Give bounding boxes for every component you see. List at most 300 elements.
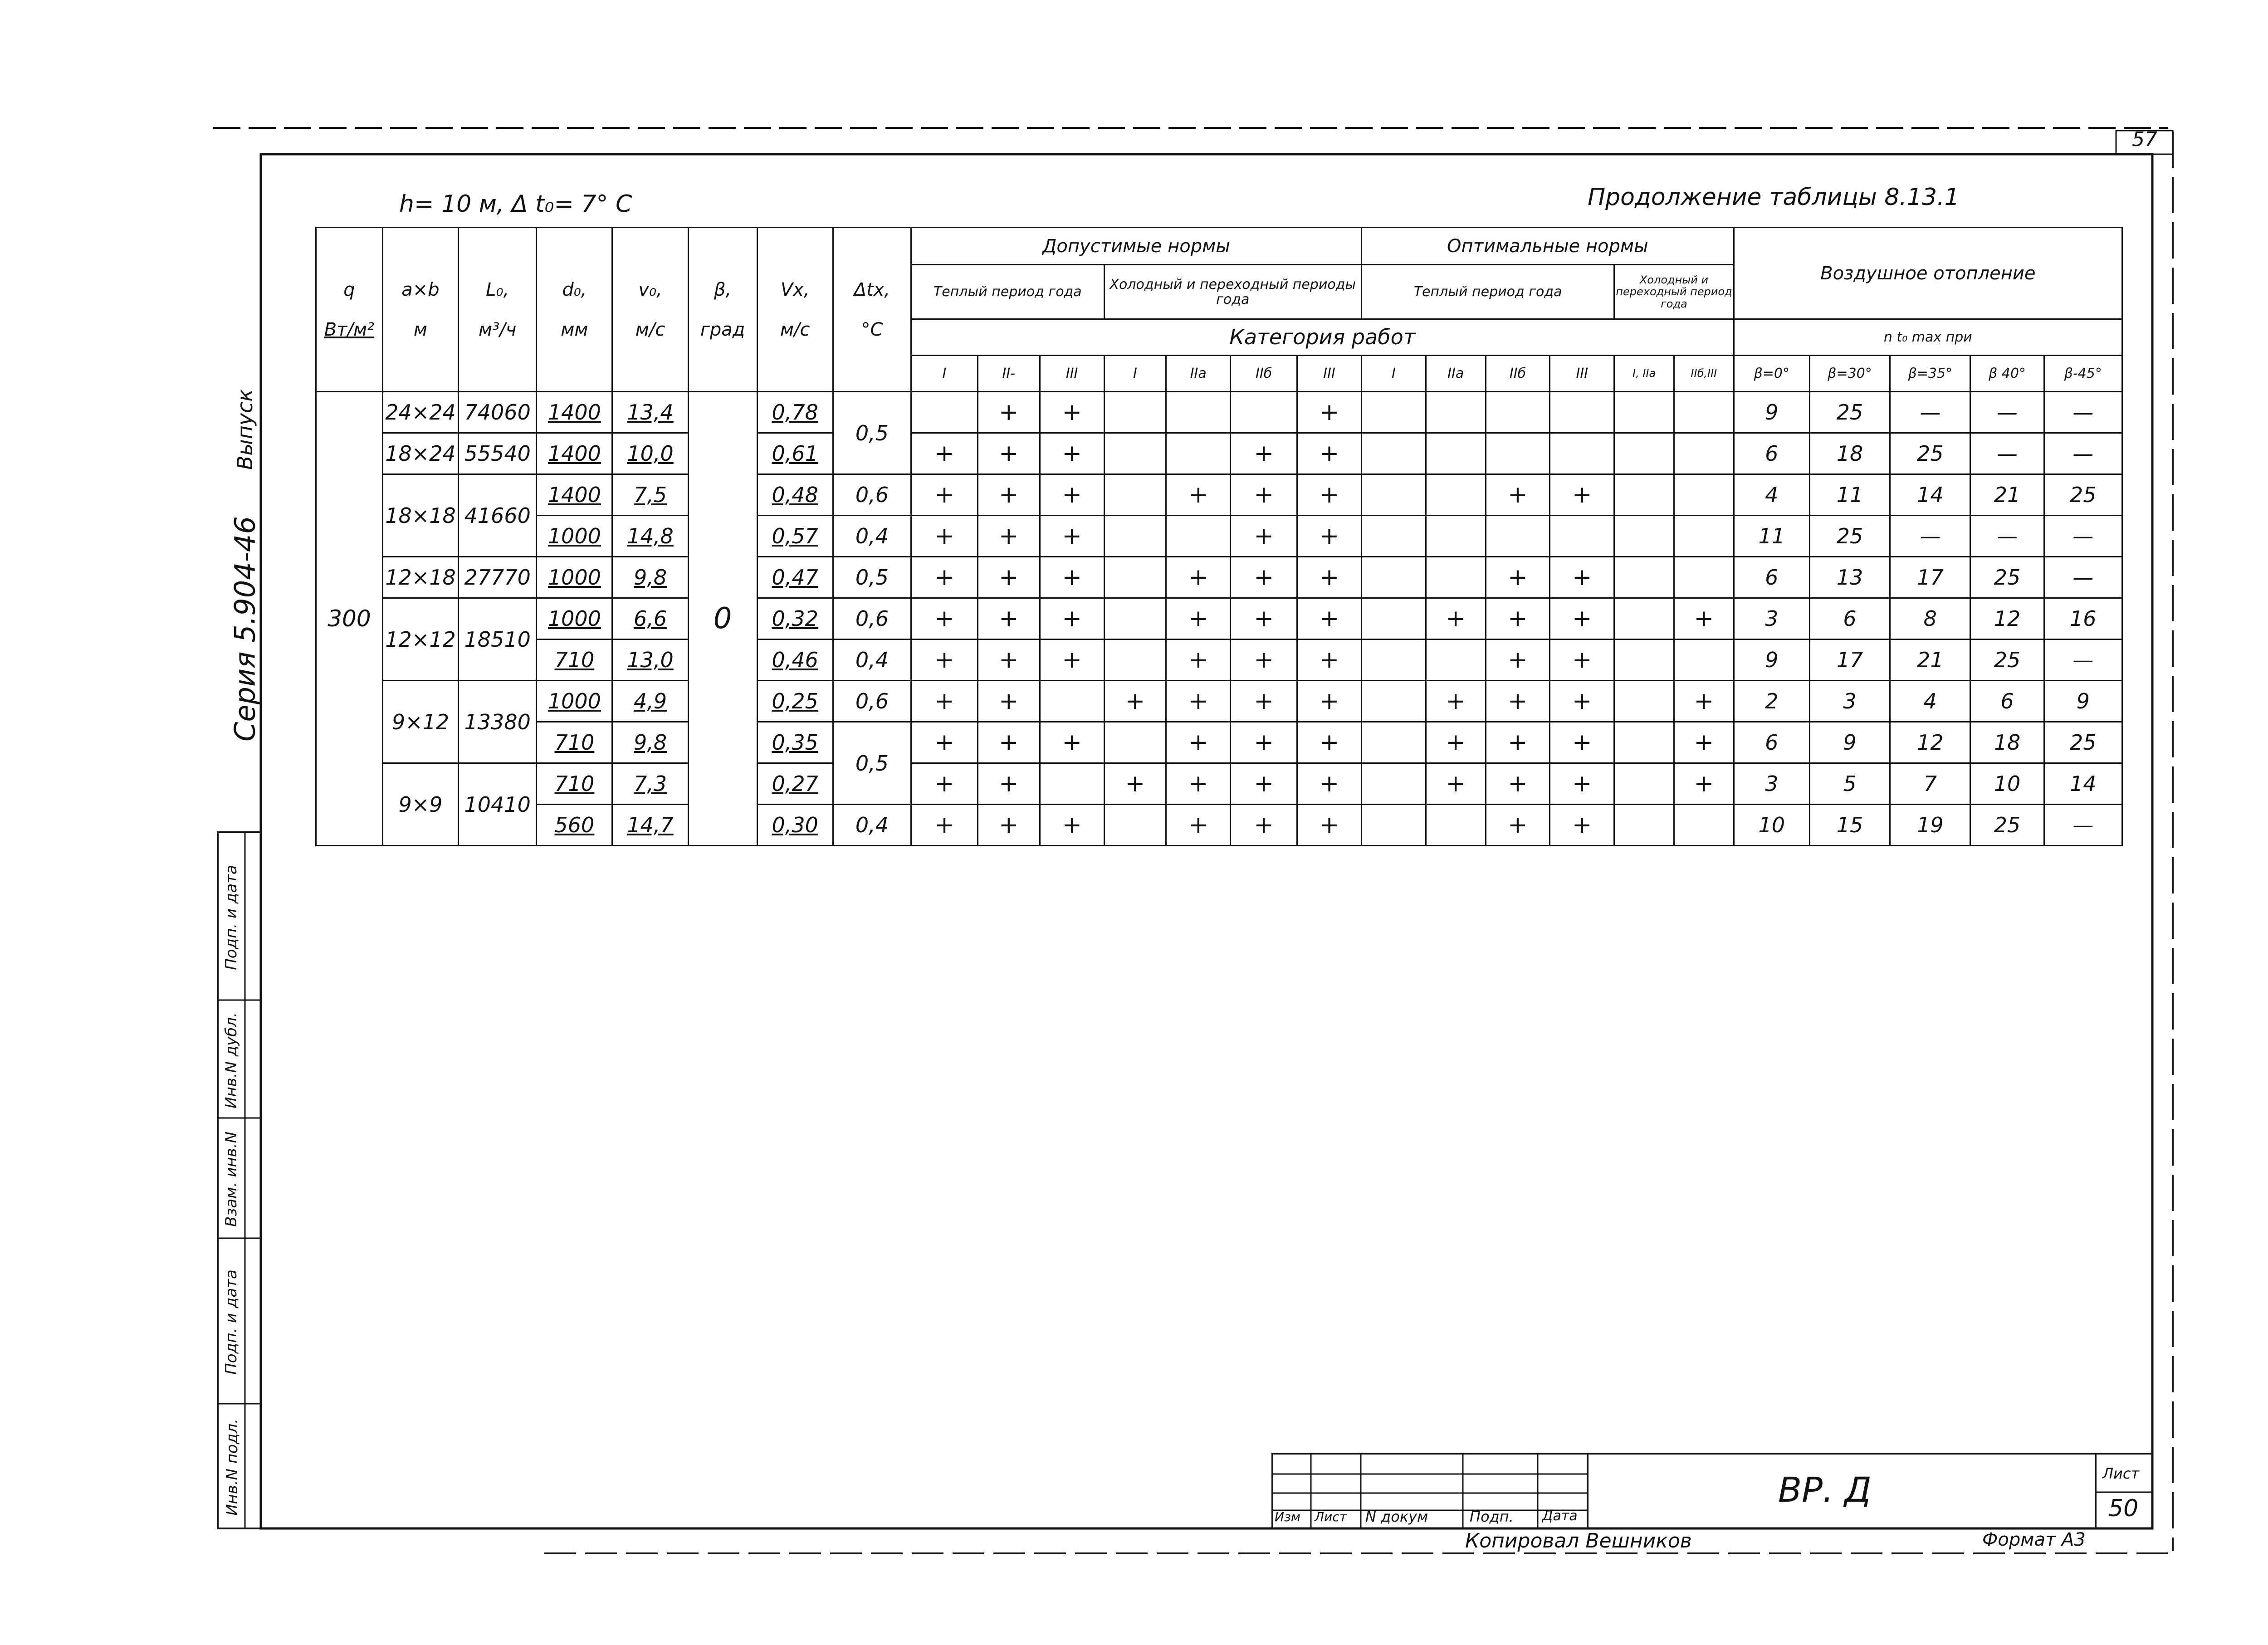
allowed-warm: Теплый период года xyxy=(911,265,1105,319)
category-mark: + xyxy=(1550,763,1614,805)
axb-cell: 12×18 xyxy=(382,557,458,598)
category-mark xyxy=(1426,557,1486,598)
category-mark xyxy=(1104,474,1166,516)
category-mark xyxy=(1104,557,1166,598)
category-mark: + xyxy=(911,474,978,516)
category-mark xyxy=(1426,516,1486,557)
cat-13: IIб,III xyxy=(1674,356,1734,392)
sheet-mark: 57 xyxy=(2132,128,2157,151)
vx-cell: 0,61 xyxy=(757,433,833,474)
category-mark: + xyxy=(1486,598,1550,639)
category-mark xyxy=(1166,433,1231,474)
air-value: — xyxy=(2044,392,2122,433)
category-mark: + xyxy=(1426,598,1486,639)
vx-cell: 0,48 xyxy=(757,474,833,516)
category-mark xyxy=(1614,598,1674,639)
category-mark: + xyxy=(911,433,978,474)
category-mark: + xyxy=(1231,557,1297,598)
category-mark: + xyxy=(1674,598,1734,639)
axb-cell: 9×9 xyxy=(382,763,458,846)
category-mark: + xyxy=(1231,433,1297,474)
category-mark: + xyxy=(1166,557,1231,598)
air-value: 19 xyxy=(1890,805,1970,846)
air-value: 11 xyxy=(1809,474,1890,516)
axb-cell: 18×24 xyxy=(382,433,458,474)
category-mark: + xyxy=(1166,722,1231,763)
d0-cell: 1400 xyxy=(537,433,612,474)
air-value: 2 xyxy=(1734,681,1809,722)
air-value: — xyxy=(2044,516,2122,557)
category-mark: + xyxy=(1297,557,1362,598)
sheet-label: Лист xyxy=(2102,1465,2140,1482)
v0-cell: 6,6 xyxy=(612,598,688,639)
air-value: 25 xyxy=(2044,474,2122,516)
air-value: 5 xyxy=(1809,763,1890,805)
group-air: Воздушное отопление xyxy=(1734,228,2122,319)
vx-cell: 0,25 xyxy=(757,681,833,722)
category-mark: + xyxy=(911,763,978,805)
category-mark: + xyxy=(911,805,978,846)
category-mark: + xyxy=(1231,598,1297,639)
work-category: Категория работ xyxy=(911,319,1734,356)
col-dtx: Δtx, °С xyxy=(833,228,911,392)
tb-list: Лист xyxy=(1315,1509,1347,1524)
air-value: 7 xyxy=(1890,763,1970,805)
cat-12: I, IIa xyxy=(1614,356,1674,392)
axb-cell: 9×12 xyxy=(382,681,458,763)
category-mark: + xyxy=(1231,722,1297,763)
beta-30: β=30° xyxy=(1809,356,1890,392)
category-mark: + xyxy=(978,474,1040,516)
category-mark: + xyxy=(1426,763,1486,805)
v0-cell: 7,5 xyxy=(612,474,688,516)
category-mark xyxy=(1426,433,1486,474)
table-row xyxy=(316,392,2122,433)
category-mark xyxy=(1486,516,1550,557)
cat-4: I xyxy=(1104,356,1166,392)
group-allowed: Допустимые нормы xyxy=(911,228,1362,265)
category-mark: + xyxy=(1486,639,1550,681)
vx-cell: 0,27 xyxy=(757,763,833,805)
col-d0: d₀, мм xyxy=(537,228,612,392)
category-mark xyxy=(1614,557,1674,598)
category-mark: + xyxy=(1550,722,1614,763)
beta-0: β=0° xyxy=(1734,356,1809,392)
category-mark xyxy=(1614,516,1674,557)
air-value: — xyxy=(1890,392,1970,433)
category-mark: + xyxy=(1486,763,1550,805)
category-mark: + xyxy=(1166,474,1231,516)
q-value: 300 xyxy=(316,392,383,846)
category-mark: + xyxy=(1040,392,1104,433)
category-mark: + xyxy=(1426,722,1486,763)
d0-cell: 560 xyxy=(537,805,612,846)
category-mark: + xyxy=(1166,598,1231,639)
category-mark: + xyxy=(1040,805,1104,846)
category-mark: + xyxy=(1040,557,1104,598)
col-v0: v₀, м/с xyxy=(612,228,688,392)
category-mark: + xyxy=(1486,722,1550,763)
cat-9: IIa xyxy=(1426,356,1486,392)
air-value: 6 xyxy=(1809,598,1890,639)
d0-cell: 1000 xyxy=(537,516,612,557)
category-mark: + xyxy=(978,598,1040,639)
format: Формат А3 xyxy=(1982,1529,2086,1550)
table-row xyxy=(316,763,2122,805)
category-mark: + xyxy=(1231,639,1297,681)
vx-cell: 0,30 xyxy=(757,805,833,846)
d0-cell: 1000 xyxy=(537,557,612,598)
category-mark: + xyxy=(978,516,1040,557)
category-mark: + xyxy=(1297,681,1362,722)
beta-35: β=35° xyxy=(1890,356,1970,392)
air-value: 4 xyxy=(1890,681,1970,722)
L0-cell: 18510 xyxy=(459,598,537,681)
axb-cell: 18×18 xyxy=(382,474,458,557)
air-value: — xyxy=(2044,433,2122,474)
category-mark: + xyxy=(1674,763,1734,805)
cat-10: IIб xyxy=(1486,356,1550,392)
category-mark xyxy=(1550,433,1614,474)
category-mark xyxy=(1231,392,1297,433)
category-mark: + xyxy=(978,433,1040,474)
category-mark: + xyxy=(911,557,978,598)
air-value: — xyxy=(2044,639,2122,681)
table-row xyxy=(316,474,2122,516)
beta-45: β-45° xyxy=(2044,356,2122,392)
strip-inv-dup: Инв.N дубл. xyxy=(222,1012,240,1108)
table-row xyxy=(316,516,2122,557)
category-mark xyxy=(1614,639,1674,681)
beta-value: 0 xyxy=(688,392,757,846)
sheet-number: 50 xyxy=(2108,1495,2139,1522)
allowed-cold: Холодный и переходный периоды года xyxy=(1104,265,1361,319)
group-optimal: Оптимальные нормы xyxy=(1362,228,1734,265)
category-mark xyxy=(1486,392,1550,433)
category-mark xyxy=(1426,639,1486,681)
category-mark: + xyxy=(1297,392,1362,433)
category-mark xyxy=(1614,392,1674,433)
category-mark: + xyxy=(1486,557,1550,598)
air-value: 25 xyxy=(2044,722,2122,763)
air-value: 10 xyxy=(1970,763,2044,805)
category-mark xyxy=(1104,722,1166,763)
category-mark: + xyxy=(1166,763,1231,805)
category-mark: + xyxy=(978,763,1040,805)
category-mark: + xyxy=(1231,516,1297,557)
category-mark xyxy=(1104,805,1166,846)
category-mark: + xyxy=(1486,474,1550,516)
dtx-cell: 0,5 xyxy=(833,392,911,474)
category-mark xyxy=(1362,681,1426,722)
air-value: 15 xyxy=(1809,805,1890,846)
vx-cell: 0,35 xyxy=(757,722,833,763)
category-mark xyxy=(1674,433,1734,474)
d0-cell: 1000 xyxy=(537,681,612,722)
tb-izm: Изм xyxy=(1275,1509,1300,1524)
category-mark: + xyxy=(1040,474,1104,516)
col-L0: L₀, м³/ч xyxy=(459,228,537,392)
vx-cell: 0,57 xyxy=(757,516,833,557)
cat-11: III xyxy=(1550,356,1614,392)
L0-cell: 27770 xyxy=(459,557,537,598)
air-value: 12 xyxy=(1890,722,1970,763)
category-mark xyxy=(1362,392,1426,433)
air-value: 10 xyxy=(1734,805,1809,846)
category-mark xyxy=(1040,681,1104,722)
category-mark: + xyxy=(911,681,978,722)
tb-date: Дата xyxy=(1542,1508,1578,1524)
air-value: — xyxy=(1970,433,2044,474)
air-value: 6 xyxy=(1734,433,1809,474)
air-value: 25 xyxy=(1970,639,2044,681)
table-row xyxy=(316,805,2122,846)
air-value: — xyxy=(1970,516,2044,557)
air-value: 12 xyxy=(1970,598,2044,639)
category-mark: + xyxy=(978,722,1040,763)
air-value: 9 xyxy=(2044,681,2122,722)
tb-doc: N докум xyxy=(1365,1508,1428,1525)
category-mark: + xyxy=(978,805,1040,846)
category-mark: + xyxy=(1550,557,1614,598)
air-value: — xyxy=(1970,392,2044,433)
category-mark: + xyxy=(1231,681,1297,722)
v0-cell: 9,8 xyxy=(612,557,688,598)
category-mark xyxy=(1362,639,1426,681)
category-mark: + xyxy=(978,681,1040,722)
air-value: 14 xyxy=(1890,474,1970,516)
table-row xyxy=(316,681,2122,722)
air-value: 17 xyxy=(1890,557,1970,598)
cat-2: II- xyxy=(978,356,1040,392)
air-value: 9 xyxy=(1809,722,1890,763)
category-mark: + xyxy=(1674,722,1734,763)
category-mark xyxy=(1104,392,1166,433)
category-mark: + xyxy=(1297,639,1362,681)
category-mark: + xyxy=(1297,805,1362,846)
v0-cell: 14,7 xyxy=(612,805,688,846)
category-mark: + xyxy=(1550,639,1614,681)
category-mark: + xyxy=(1297,433,1362,474)
dtx-cell: 0,4 xyxy=(833,805,911,846)
col-vx: Vx, м/с xyxy=(757,228,833,392)
table-body xyxy=(316,392,2122,846)
vx-cell: 0,78 xyxy=(757,392,833,433)
air-value: 17 xyxy=(1809,639,1890,681)
category-mark xyxy=(1362,598,1426,639)
category-mark: + xyxy=(911,516,978,557)
tb-sign: Подп. xyxy=(1470,1508,1514,1525)
category-mark: + xyxy=(1297,763,1362,805)
strip-inv-orig: Инв.N подл. xyxy=(223,1419,241,1516)
air-value: 21 xyxy=(1890,639,1970,681)
category-mark xyxy=(1550,392,1614,433)
category-mark xyxy=(1674,516,1734,557)
axb-cell: 12×12 xyxy=(382,598,458,681)
category-mark xyxy=(1550,516,1614,557)
col-q: q Вт/м² xyxy=(316,228,383,392)
vx-cell: 0,32 xyxy=(757,598,833,639)
category-mark xyxy=(1674,474,1734,516)
air-value: — xyxy=(2044,557,2122,598)
category-mark: + xyxy=(1231,474,1297,516)
air-value: 9 xyxy=(1734,639,1809,681)
cat-1: I xyxy=(911,356,978,392)
category-mark xyxy=(1104,598,1166,639)
air-value: 13 xyxy=(1809,557,1890,598)
air-value: 14 xyxy=(2044,763,2122,805)
category-mark xyxy=(1166,392,1231,433)
v0-cell: 14,8 xyxy=(612,516,688,557)
air-value: 25 xyxy=(1809,516,1890,557)
air-value: 25 xyxy=(1970,557,2044,598)
air-sub: n t₀ max при xyxy=(1734,319,2122,356)
table-row xyxy=(316,557,2122,598)
category-mark: + xyxy=(1486,805,1550,846)
v0-cell: 7,3 xyxy=(612,763,688,805)
L0-cell: 41660 xyxy=(459,474,537,557)
axb-cell: 24×24 xyxy=(382,392,458,433)
category-mark: + xyxy=(1040,516,1104,557)
air-value: 18 xyxy=(1970,722,2044,763)
category-mark: + xyxy=(1486,681,1550,722)
category-mark: + xyxy=(1231,805,1297,846)
category-mark xyxy=(1614,805,1674,846)
category-mark xyxy=(1362,722,1426,763)
category-mark xyxy=(1362,516,1426,557)
category-mark xyxy=(1104,639,1166,681)
dtx-cell: 0,5 xyxy=(833,557,911,598)
v0-cell: 13,4 xyxy=(612,392,688,433)
cat-8: I xyxy=(1362,356,1426,392)
category-mark: + xyxy=(1166,681,1231,722)
vx-cell: 0,46 xyxy=(757,639,833,681)
category-mark: + xyxy=(1550,681,1614,722)
series-label: Серия 5.904-46 xyxy=(228,516,262,742)
category-mark xyxy=(1104,433,1166,474)
category-mark xyxy=(1614,681,1674,722)
series-issue: Выпуск xyxy=(233,389,257,470)
air-value: — xyxy=(2044,805,2122,846)
dtx-cell: 0,6 xyxy=(833,598,911,639)
beta-40: β 40° xyxy=(1970,356,2044,392)
category-mark: + xyxy=(978,392,1040,433)
air-value: 9 xyxy=(1734,392,1809,433)
category-mark xyxy=(1426,805,1486,846)
category-mark: + xyxy=(911,639,978,681)
category-mark xyxy=(1362,805,1426,846)
table-row xyxy=(316,598,2122,639)
category-mark: + xyxy=(911,722,978,763)
air-value: 11 xyxy=(1734,516,1809,557)
d0-cell: 1000 xyxy=(537,598,612,639)
category-mark: + xyxy=(1040,722,1104,763)
L0-cell: 10410 xyxy=(459,763,537,846)
col-axb: a×b м xyxy=(382,228,458,392)
data-table xyxy=(315,227,2123,846)
category-mark: + xyxy=(911,598,978,639)
air-value: — xyxy=(1890,516,1970,557)
copied-by: Копировал Вешников xyxy=(1465,1529,1692,1552)
category-mark xyxy=(1426,392,1486,433)
v0-cell: 10,0 xyxy=(612,433,688,474)
L0-cell: 55540 xyxy=(459,433,537,474)
category-mark: + xyxy=(1166,639,1231,681)
category-mark: + xyxy=(978,639,1040,681)
category-mark: + xyxy=(1040,433,1104,474)
dtx-cell: 0,6 xyxy=(833,681,911,722)
strip-replace-inv: Взам. инв.N xyxy=(222,1131,240,1227)
dtx-cell: 0,5 xyxy=(833,722,911,805)
category-mark: + xyxy=(1550,805,1614,846)
category-mark xyxy=(1426,474,1486,516)
L0-cell: 13380 xyxy=(459,681,537,763)
table-row xyxy=(316,722,2122,763)
air-value: 25 xyxy=(1970,805,2044,846)
category-mark: + xyxy=(1166,805,1231,846)
category-mark xyxy=(1674,805,1734,846)
category-mark xyxy=(1614,433,1674,474)
dtx-cell: 0,6 xyxy=(833,474,911,516)
category-mark xyxy=(1614,763,1674,805)
category-mark: + xyxy=(1426,681,1486,722)
category-mark: + xyxy=(1297,598,1362,639)
air-value: 3 xyxy=(1734,598,1809,639)
category-mark xyxy=(1486,433,1550,474)
category-mark xyxy=(1362,763,1426,805)
d0-cell: 710 xyxy=(537,639,612,681)
optimal-cold: Холодный и переходный период года xyxy=(1614,265,1734,319)
air-value: 16 xyxy=(2044,598,2122,639)
category-mark xyxy=(1040,763,1104,805)
d0-cell: 710 xyxy=(537,722,612,763)
dtx-cell: 0,4 xyxy=(833,639,911,681)
table-row xyxy=(316,639,2122,681)
category-mark xyxy=(1362,433,1426,474)
d0-cell: 710 xyxy=(537,763,612,805)
v0-cell: 9,8 xyxy=(612,722,688,763)
strip-sign-date-1: Подп. и дата xyxy=(222,1269,240,1375)
header-params: h= 10 м, Δ t₀= 7° С xyxy=(399,190,632,218)
category-mark xyxy=(1614,722,1674,763)
cat-3: III xyxy=(1040,356,1104,392)
category-mark: + xyxy=(1297,722,1362,763)
L0-cell: 74060 xyxy=(459,392,537,433)
air-value: 25 xyxy=(1890,433,1970,474)
category-mark xyxy=(1362,557,1426,598)
d0-cell: 1400 xyxy=(537,392,612,433)
category-mark: + xyxy=(1550,474,1614,516)
air-value: 6 xyxy=(1970,681,2044,722)
category-mark xyxy=(911,392,978,433)
category-mark xyxy=(1362,474,1426,516)
category-mark: + xyxy=(1550,598,1614,639)
category-mark xyxy=(1674,392,1734,433)
table-row xyxy=(316,433,2122,474)
category-mark: + xyxy=(1104,763,1166,805)
category-mark: + xyxy=(978,557,1040,598)
category-mark: + xyxy=(1231,763,1297,805)
air-value: 8 xyxy=(1890,598,1970,639)
optimal-warm: Теплый период года xyxy=(1362,265,1614,319)
cat-5: IIa xyxy=(1166,356,1231,392)
air-value: 18 xyxy=(1809,433,1890,474)
v0-cell: 13,0 xyxy=(612,639,688,681)
category-mark xyxy=(1104,516,1166,557)
category-mark: + xyxy=(1040,639,1104,681)
air-value: 3 xyxy=(1734,763,1809,805)
d0-cell: 1400 xyxy=(537,474,612,516)
